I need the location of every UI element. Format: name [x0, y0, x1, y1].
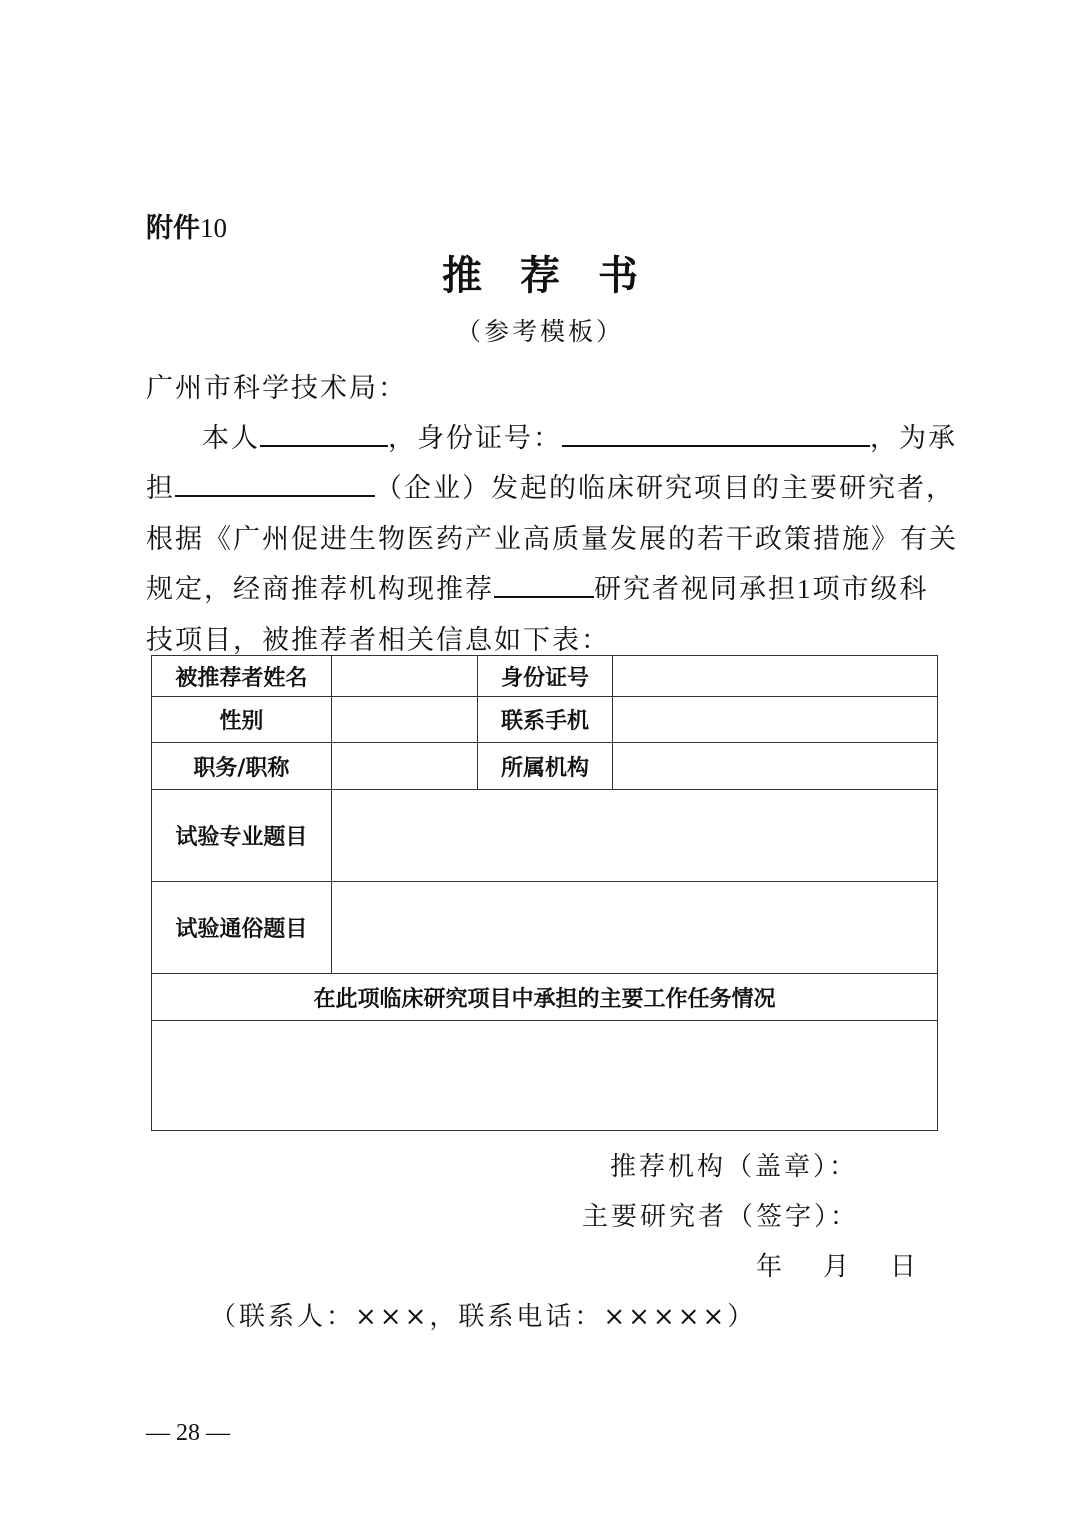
body-line-3: 根据《广州促进生物医药产业高质量发展的若干政策措施》有关: [146, 524, 958, 555]
org-seal-line: 推荐机构（盖章）：: [610, 1152, 859, 1182]
id-number-blank: [562, 423, 870, 447]
attachment-text: 附件: [146, 213, 200, 244]
body-line-4-num: 1: [797, 574, 813, 604]
table-row: [152, 1021, 938, 1131]
tasks-label: 在此项临床研究项目中承担的主要工作任务情况: [152, 974, 938, 1021]
researcher-sign-line: 主要研究者（签字）：: [582, 1202, 860, 1232]
org-field[interactable]: [613, 743, 938, 790]
table-row: [152, 697, 938, 743]
pop-topic-label: 试验通俗题目: [152, 882, 332, 974]
gender-label: 性别: [152, 697, 332, 743]
page-number: — 28 —: [146, 1420, 230, 1446]
enterprise-blank: [175, 473, 375, 497]
table-row: [152, 974, 938, 1021]
body-line-1-c: ，为承: [870, 423, 957, 454]
table-row: [152, 743, 938, 790]
date-line: [756, 1246, 919, 1283]
body-line-1-b: ，身份证号：: [388, 423, 562, 454]
attachment-label: [146, 206, 227, 245]
date-month: 月: [823, 1252, 853, 1282]
body-line-4: [146, 567, 929, 606]
contact-line: （联系人：×××，联系电话：×××××）: [210, 1302, 757, 1332]
document-subtitle: （参考模板）: [455, 317, 624, 346]
name-blank: [260, 423, 388, 447]
pro-topic-label: 试验专业题目: [152, 790, 332, 882]
info-table: [151, 655, 938, 1131]
body-line-4-a: 规定，经商推荐机构现推荐: [146, 574, 494, 605]
researcher-blank: [494, 574, 594, 598]
phone-field[interactable]: [613, 697, 938, 743]
name-label: 被推荐者姓名: [152, 656, 332, 697]
pro-topic-field[interactable]: [331, 790, 937, 882]
attachment-number: 10: [200, 213, 227, 243]
table-row: [152, 656, 938, 697]
position-title-field[interactable]: [331, 743, 477, 790]
pop-topic-field[interactable]: [331, 882, 937, 974]
name-field[interactable]: [331, 656, 477, 697]
body-line-5: 技项目，被推荐者相关信息如下表：: [146, 625, 610, 656]
id-field[interactable]: [613, 656, 938, 697]
body-line-4-b: 研究者视同承担: [594, 574, 797, 605]
body-line-2-b: （企业）发起的临床研究项目的主要研究者，: [375, 473, 955, 504]
document-title: 推荐书: [442, 253, 676, 299]
table-row: [152, 882, 938, 974]
org-label: 所属机构: [477, 743, 613, 790]
gender-field[interactable]: [331, 697, 477, 743]
phone-label: 联系手机: [477, 697, 613, 743]
tasks-field[interactable]: [152, 1021, 938, 1131]
date-year: 年: [756, 1252, 786, 1282]
body-line-1: [202, 416, 957, 455]
body-line-4-c: 项市级科: [812, 574, 929, 605]
date-day: 日: [890, 1252, 920, 1282]
position-title-label: 职务/职称: [152, 743, 332, 790]
body-line-2-a: 担: [146, 473, 175, 504]
body-line-2: [146, 466, 955, 505]
body-line-1-a: 本人: [202, 423, 260, 454]
table-row: [152, 790, 938, 882]
addressee: 广州市科学技术局：: [146, 373, 407, 404]
id-label: 身份证号: [477, 656, 613, 697]
